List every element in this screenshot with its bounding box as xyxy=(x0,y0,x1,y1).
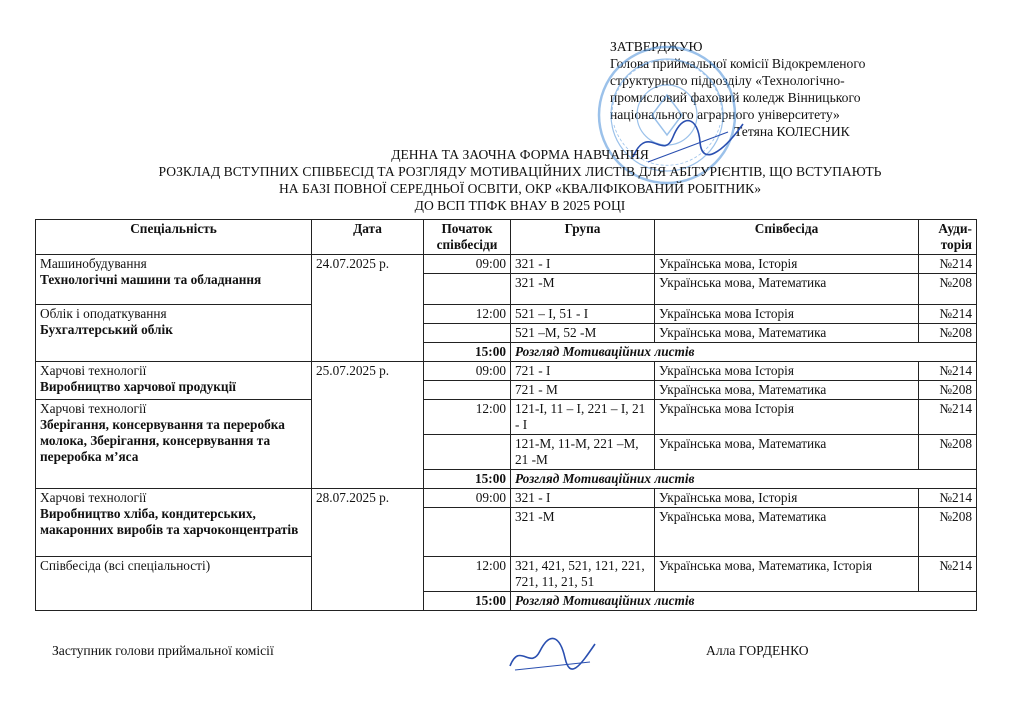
approval-line: Голова приймальної комісії Відокремленого xyxy=(610,56,866,71)
approval-line: промисловий фаховий коледж Вінницького xyxy=(610,90,861,105)
specialty-field: Харчові технології xyxy=(40,401,147,416)
header-start xyxy=(424,220,511,255)
subject-cell: Українська мова, Історія xyxy=(655,255,919,274)
group-cell: 721 - М xyxy=(511,381,655,400)
time-cell: 12:00 xyxy=(424,557,511,592)
subject-cell: Українська мова Історія xyxy=(655,400,919,435)
group-cell: 321 -М xyxy=(511,274,655,305)
table-row xyxy=(36,305,977,324)
header-room-line: торія xyxy=(940,237,972,252)
room-cell: №214 xyxy=(919,362,977,381)
table-header-row xyxy=(36,220,977,255)
subject-cell: Українська мова, Математика, Історія xyxy=(655,557,919,592)
group-cell: 121-І, 11 – І, 221 – І, 21 - І xyxy=(511,400,655,435)
time-cell: 15:00 xyxy=(424,470,511,489)
specialty-program: Технологічні машини та обладнання xyxy=(40,272,262,287)
specialty-cell xyxy=(36,400,312,489)
time-cell xyxy=(424,274,511,305)
room-cell: №208 xyxy=(919,508,977,557)
subject-cell: Українська мова Історія xyxy=(655,305,919,324)
header-interview: Співбесіда xyxy=(655,220,919,255)
table-row xyxy=(36,255,977,274)
room-cell: №214 xyxy=(919,255,977,274)
time-cell: 12:00 xyxy=(424,305,511,324)
subject-cell: Українська мова, Історія xyxy=(655,489,919,508)
approval-line: національного аграрного університету» xyxy=(610,107,840,122)
specialty-field: Облік і оподаткування xyxy=(40,306,167,321)
specialty-cell xyxy=(36,255,312,305)
specialty-field: Машинобудування xyxy=(40,256,147,271)
group-cell: 321, 421, 521, 121, 221, 721, 11, 21, 51 xyxy=(511,557,655,592)
room-cell: №214 xyxy=(919,557,977,592)
room-cell: №208 xyxy=(919,324,977,343)
document-titles xyxy=(40,146,1000,214)
time-cell xyxy=(424,381,511,400)
room-cell: №214 xyxy=(919,489,977,508)
subject-cell: Українська мова, Математика xyxy=(655,508,919,557)
subject-cell: Українська мова, Математика xyxy=(655,324,919,343)
specialty-cell xyxy=(36,557,312,611)
room-cell: №214 xyxy=(919,305,977,324)
time-cell: 09:00 xyxy=(424,255,511,274)
table-row xyxy=(36,362,977,381)
specialty-program: Бухгалтерський облік xyxy=(40,322,173,337)
time-cell xyxy=(424,508,511,557)
specialty-cell xyxy=(36,305,312,362)
footer-deputy-title: Заступник голови приймальної комісії xyxy=(52,643,274,658)
specialty-field: Харчові технології xyxy=(40,363,147,378)
header-room xyxy=(919,220,977,255)
title-line: ДЕННА ТА ЗАОЧНА ФОРМА НАВЧАННЯ xyxy=(391,147,649,162)
room-cell: №208 xyxy=(919,274,977,305)
specialty-program: Зберігання, консервування та переробка молока, Зберігання, консервування та переробка м’яса xyxy=(40,417,285,464)
group-cell: 521 – І, 51 - І xyxy=(511,305,655,324)
group-cell: 321 - І xyxy=(511,489,655,508)
group-cell: 321 - І xyxy=(511,255,655,274)
time-cell: 15:00 xyxy=(424,592,511,611)
subject-cell: Українська мова, Математика xyxy=(655,381,919,400)
subject-cell: Українська мова, Математика xyxy=(655,435,919,470)
table-row xyxy=(36,489,977,508)
date-cell: 24.07.2025 р. xyxy=(312,255,424,362)
time-cell: 09:00 xyxy=(424,362,511,381)
deputy-signature xyxy=(505,636,600,676)
subject-cell: Українська мова, Математика xyxy=(655,274,919,305)
subject-cell: Українська мова Історія xyxy=(655,362,919,381)
title-line: НА БАЗІ ПОВНОЇ СЕРЕДНЬОЇ ОСВІТИ, ОКР «КВАЛІФІКОВАНИЙ РОБІТНИК» xyxy=(278,181,762,196)
schedule-table xyxy=(35,219,977,611)
group-cell: 521 –М, 52 -М xyxy=(511,324,655,343)
date-cell: 25.07.2025 р. xyxy=(312,362,424,489)
header-group: Група xyxy=(511,220,655,255)
time-cell xyxy=(424,435,511,470)
title-line: РОЗКЛАД ВСТУПНИХ СПІВБЕСІД ТА РОЗГЛЯДУ МОТИВАЦІЙНИХ ЛИСТІВ ДЛЯ АБІТУРІЄНТІВ, ЩО ВСТУПАЮТЬ xyxy=(158,164,882,179)
motivation-review-cell: Розгляд Мотиваційних листів xyxy=(511,343,977,362)
table-row xyxy=(36,400,977,435)
specialty-program: Виробництво харчової продукції xyxy=(40,379,236,394)
group-cell: 721 - І xyxy=(511,362,655,381)
specialty-cell xyxy=(36,489,312,557)
time-cell: 09:00 xyxy=(424,489,511,508)
group-cell: 121-М, 11-М, 221 –М, 21 -М xyxy=(511,435,655,470)
time-cell: 12:00 xyxy=(424,400,511,435)
approval-heading: ЗАТВЕРДЖУЮ xyxy=(610,39,703,54)
specialty-program: Виробництво хліба, кондитерських, макаронних виробів та харчоконцентратів xyxy=(40,506,299,537)
header-start-line: Початок xyxy=(441,221,493,236)
approval-signer: Тетяна КОЛЕСНИК xyxy=(734,124,850,139)
table-row xyxy=(36,557,977,592)
room-cell: №208 xyxy=(919,435,977,470)
header-specialty: Спеціальність xyxy=(36,220,312,255)
room-cell: №214 xyxy=(919,400,977,435)
header-date: Дата xyxy=(312,220,424,255)
approval-line: структурного підрозділу «Технологічно- xyxy=(610,73,845,88)
time-cell xyxy=(424,324,511,343)
room-cell: №208 xyxy=(919,381,977,400)
date-cell: 28.07.2025 р. xyxy=(312,489,424,611)
header-room-line: Ауди- xyxy=(938,221,972,236)
motivation-review-cell: Розгляд Мотиваційних листів xyxy=(511,592,977,611)
specialty-field: Харчові технології xyxy=(40,490,147,505)
group-cell: 321 -М xyxy=(511,508,655,557)
title-line: ДО ВСП ТПФК ВНАУ В 2025 РОЦІ xyxy=(414,198,626,213)
motivation-review-cell: Розгляд Мотиваційних листів xyxy=(511,470,977,489)
time-cell: 15:00 xyxy=(424,343,511,362)
header-start-line: співбесіди xyxy=(436,237,498,252)
footer-deputy-name: Алла ГОРДЕНКО xyxy=(706,643,809,658)
specialty-field: Співбесіда (всі спеціальності) xyxy=(40,558,211,573)
specialty-cell xyxy=(36,362,312,400)
